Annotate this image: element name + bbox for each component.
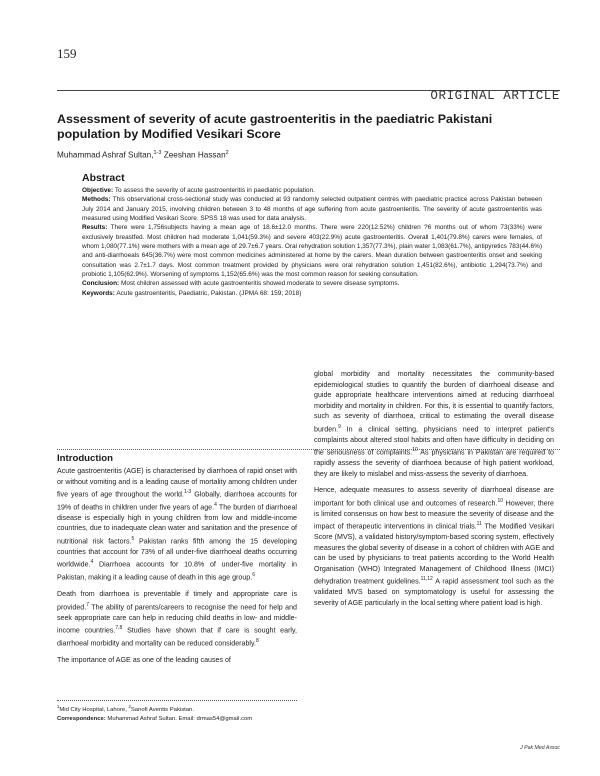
citation: 10 xyxy=(412,447,418,454)
citation: 7,8 xyxy=(115,625,123,632)
citation: 5 xyxy=(131,536,135,542)
citation: 6 xyxy=(252,572,255,579)
abstract-label: Methods: xyxy=(82,196,111,204)
abstract-label: Objective: xyxy=(82,187,114,194)
introduction-heading: Introduction xyxy=(57,453,113,464)
author-name: Zeeshan Hassan xyxy=(163,150,226,160)
body-paragraph: Acute gastroenteritis (AGE) is characterised by diarrhoea of rapid onset with or without vomiting and is a leading cause of mortality among children under five years of age throughout the world.$^{1-3}$ Globally, diarrhoea accounts for 19% of deaths in children under five years of age.$^4$ The burden of diarrhoeal disease is especially high in young children from low and middle-income countries, due to inadequate clean water and sanitation and the presence of nutritional risk factors.$^5$ Pakistan ranks fifth among the 15 developing countries that account for 73% of all under-five diarrhoeal deaths occurring worldwide.$^4$ Diarrhoea accounts for 10.8% of under-five mortality in Pakistan, making it a leading cause of death in this age group.$^6$ xyxy=(57,467,298,582)
abstract-conclusion xyxy=(82,279,542,288)
body-paragraph: Hence, adequate measures to assess severity of diarrhoeal disease are important for both clinical use and outcomes of research.$^{10}$ However, there is limited consensus on how best to measure the severity of disease and the impact of therapeutic interventions in clinical trials.$^{11}$ The Modified Vesikari Score (MVS), a validated history/symptom-based scoring system, effectively measures the global severity of disease in a cohort of children with AGE and can be used by physicians to treat patients according to the World Health Organisation (WHO) Integrated Management of Childhood Illness (IMCI) dehydration treatment guidelines.$^{11,12}$ A rapid assessment tool such as the validated MVS based on symptomatology is useful for assessing the severity of AGE particularly in the local setting where patient load is high. xyxy=(314,486,554,607)
citation: 8 xyxy=(256,638,259,645)
author-affiliation-mark: 2 xyxy=(225,150,229,156)
citation: 4 xyxy=(214,502,217,508)
article-title: Assessment of severity of acute gastroenteritis in the paediatric Pakistani population by Modified Vesikari Score xyxy=(57,112,493,141)
abstract-text: This observational cross-sectional study was conducted at 93 randomly selected outpatient centres with paediatric practice across Pakistan between July 2014 and January 2015, involving children between 3 to 48 months of age suffering from acute gastroenteritis. The severity of acute gastroenteritis was measured using Modified Vesikari Score. SPSS 18 was used for data analysis. xyxy=(82,196,542,223)
body-paragraph: Death from diarrhoea is preventable if timely and appropriate care is provided.$^7$ The ability of parents/careers to recognise the need for help and seek appropriate care can help in reducing child deaths in low- and middle-income countries.$^{7,8}$ Studies have shown that if care is sought early, diarrhoeal morbidity and mortality can be reduced considerably.$^8$ xyxy=(57,590,297,648)
body-column-right xyxy=(314,369,554,614)
correspondence: Correspondence: Muhammad Ashraf Sultan. Email: drmas54@gmail.com xyxy=(57,715,253,722)
abstract-label: Results: xyxy=(82,224,108,232)
author-affiliation-mark: 1-3 xyxy=(153,150,162,156)
abstract-keywords xyxy=(82,289,542,298)
abstract-heading: Abstract xyxy=(82,172,125,184)
abstract-objective xyxy=(82,186,542,195)
abstract-text: Acute gastroenteritis, Paediatric, Pakistan. (JPMA 68: 159; 2018) xyxy=(116,289,302,297)
body-column-left xyxy=(57,466,297,672)
page-number: 159 xyxy=(57,46,77,61)
abstract-label: Conclusion: xyxy=(82,280,120,288)
section-label: ORIGINAL ARTICLE xyxy=(430,89,560,103)
abstract-results xyxy=(82,223,542,279)
citation: 1-3 xyxy=(183,489,192,496)
footnote xyxy=(57,703,297,723)
author-name: Muhammad Ashraf Sultan, xyxy=(57,150,154,160)
citation: 10 xyxy=(497,497,503,504)
abstract-text: To assess the severity of acute gastroenteritis in paediatric population. xyxy=(114,187,315,194)
abstract xyxy=(82,172,542,298)
abstract-label: Keywords: xyxy=(82,289,115,297)
affiliations: $^1$Mid City Hospital, Lahore, $^2$Sanofi Aventis Pakistan. xyxy=(57,704,194,713)
body-paragraph: global morbidity and mortality necessitates the community-based epidemiological studies to quantify the burden of diarrhoeal disease and guide appropriate healthcare interventions aimed at reducing diarrhoeal morbidity and mortality in children. For this, it is essential to quantify factors, such as severity of diarrhoea, critical to estimating the overall disease burden.$^9$ In a clinical setting, physicians need to interpret patient's complaints about altered stool habits and often have difficulty in deciding on the seriousness of complaints.$^{10}$ As physicians in Pakistan are required to rapidly assess the severity of diarrhoea because of high patient workload, they are likely to mislabel and miss-assess the severity of diarrhoea. xyxy=(314,370,555,478)
abstract-methods xyxy=(82,195,542,223)
citation: 7 xyxy=(86,601,89,608)
author-line xyxy=(57,150,229,160)
abstract-text: There were 1,756subjects having a mean age of 18.6±12.0 months. There were 220(12.52%) children ?6 months out of whom 73(33%) were exclusively breastfed. Most children had moderate 1,041(59.3%) and severe 403(22.9%) acute gastroenteritis. Overall 1,401(79.8%) carers were females, of whom 1,080(77.1%) were mothers with a mean age of 29.7±6.7 years. Oral rehydration solution 1,357(77.3%), plain water 1,083(61.7%), antipyretics 783(44.6%) and anti-diarrhoeals 645(36.7%) were most common medicines administered at home by the carers. Mean duration between gastroenteritis onset and seeking consultation was 2.7±1.7 days. Most common treatment provided by physicians were oral rehydration solution 1,451(82.6%), antibiotic 1,294(73.7%) and probiotic 1,105(62.9%). Worsening of symptoms 1,152(65.6%) was the most common reason for seeking consultation. xyxy=(82,224,542,279)
citation: 11,12 xyxy=(420,576,433,583)
body-paragraph: The importance of AGE as one of the leading causes of xyxy=(57,656,231,665)
citation: 11 xyxy=(476,521,482,528)
abstract-text: Most children assessed with acute gastroenteritis showed moderate to severe disease symptoms. xyxy=(121,280,400,288)
citation: 9 xyxy=(338,423,341,430)
journal-footer: J Pak Med Assoc xyxy=(520,745,560,751)
footnote-divider xyxy=(57,700,297,701)
citation: 4 xyxy=(90,559,94,566)
